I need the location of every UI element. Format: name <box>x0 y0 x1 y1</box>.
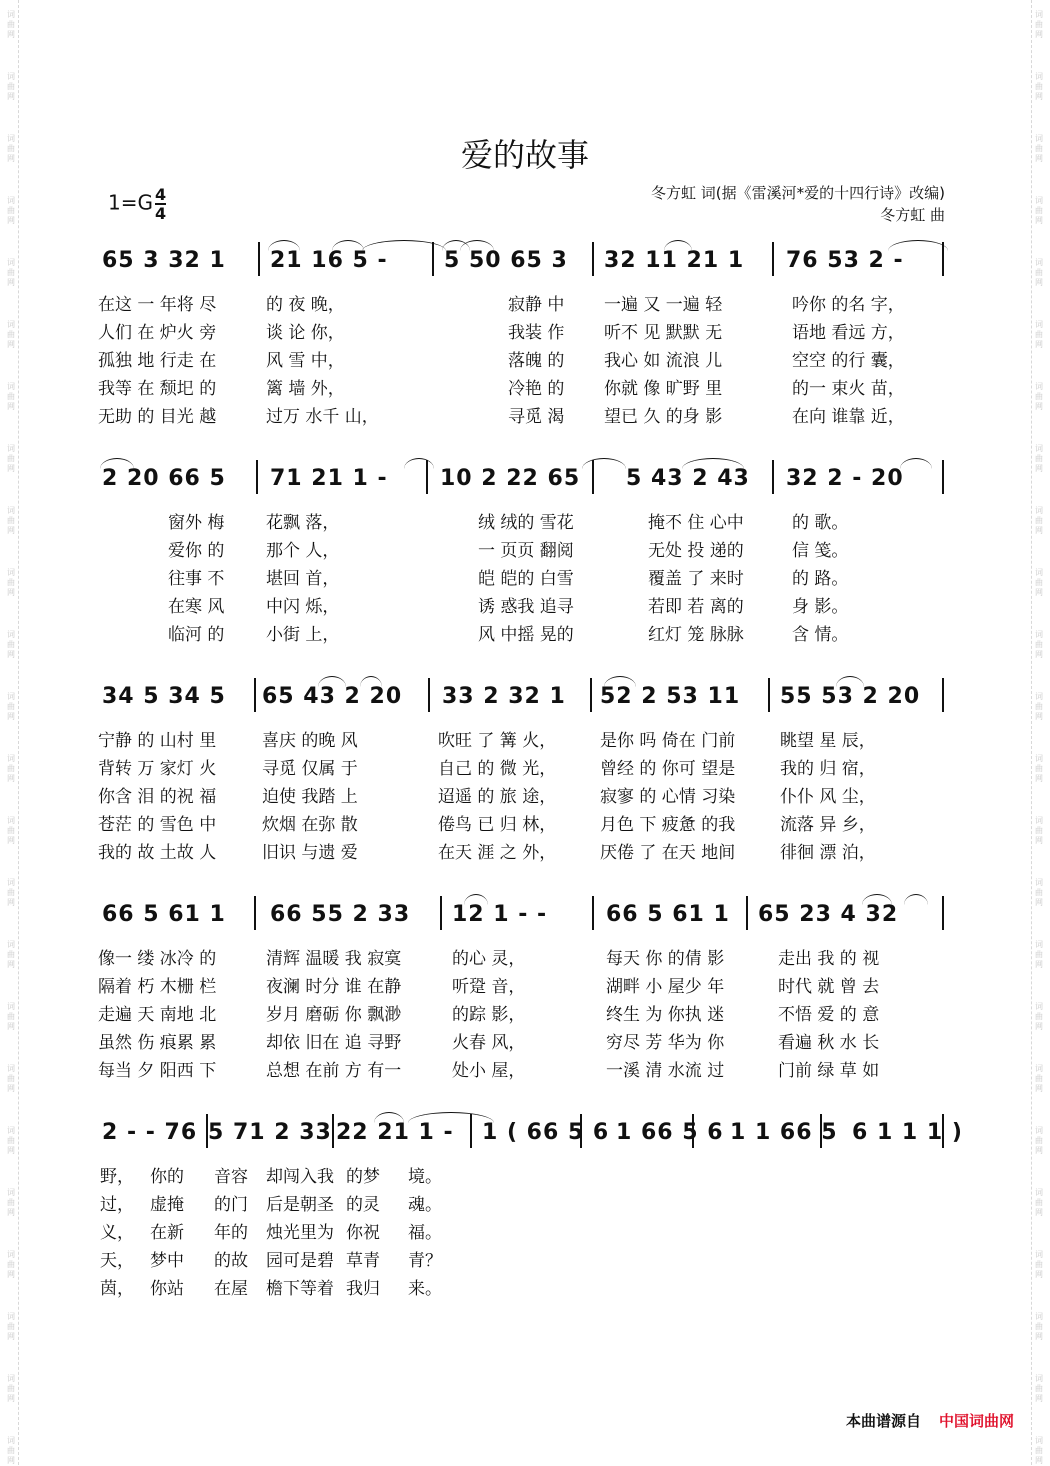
lyric-line <box>96 1162 952 1190</box>
bar-line <box>942 1114 944 1148</box>
lyric-segment: 隔着 朽 木栅 栏 <box>98 977 217 997</box>
lyric-segment: 每天 你 的倩 影 <box>606 949 725 969</box>
watermark-text: 词曲网 <box>1035 1374 1043 1403</box>
lyric-segment: 草青 <box>346 1251 380 1271</box>
lyric-segment: 一 页页 翻阅 <box>478 541 574 561</box>
lyric-segment: 茵， <box>100 1279 134 1299</box>
lyric-segment: 每当 夕 阳西 下 <box>98 1061 217 1081</box>
lyric-segment: 我的 故 土故 人 <box>98 843 217 863</box>
slur-mark <box>582 458 626 469</box>
lyric-segment: 魂。 <box>408 1195 442 1215</box>
lyric-segment: 迫使 我踏 上 <box>262 787 358 807</box>
watermark-text: 词曲网 <box>7 1188 15 1217</box>
lyric-segment: 若即 若 离的 <box>648 597 744 617</box>
measure: 1 66 5 6 <box>616 1120 724 1145</box>
watermark-text: 词曲网 <box>7 630 15 659</box>
lyric-segment: 在寒 风 <box>168 597 225 617</box>
watermark-text: 词曲网 <box>1035 506 1043 535</box>
lyric-segment: 中闪 烁， <box>266 597 340 617</box>
lyric-segment: 一遍 又 一遍 轻 <box>604 295 723 315</box>
bar-line <box>820 1114 822 1148</box>
lyric-segment: 的 歌。 <box>792 513 849 533</box>
watermark-text: 词曲网 <box>1035 72 1043 101</box>
measure: 32 11 21 1 <box>604 248 745 273</box>
watermark-text: 词曲网 <box>7 10 15 39</box>
lyric-segment: 过， <box>100 1195 134 1215</box>
score-system <box>96 240 952 430</box>
lyric-segment: 孤独 地 行走 在 <box>98 351 217 371</box>
lyric-segment: 的梦 <box>346 1167 380 1187</box>
lyric-line <box>96 1028 952 1056</box>
page-title: 爱的故事 <box>460 136 589 174</box>
lyric-line <box>96 564 952 592</box>
lyric-segment: 红灯 笼 脉脉 <box>648 625 744 645</box>
watermark-text: 词曲网 <box>7 72 15 101</box>
bar-line <box>332 1114 334 1148</box>
lyric-segment: 年的 <box>214 1223 248 1243</box>
watermark-text: 词曲网 <box>7 1374 15 1403</box>
lyric-segment: 篱 墙 外， <box>266 379 345 399</box>
measure: 5 71 2 33 <box>208 1120 332 1145</box>
slur-mark <box>836 676 864 687</box>
lyric-segment: 风 中摇 晃的 <box>478 625 574 645</box>
lyric-segment: 的门 <box>214 1195 248 1215</box>
measure: 1 ( 66 5 6 <box>482 1120 610 1145</box>
lyric-line <box>96 536 952 564</box>
lyric-segment: 风 雪 中， <box>266 351 345 371</box>
watermark-text: 词曲网 <box>1035 1002 1043 1031</box>
lyric-segment: 岁月 磨砺 你 飘渺 <box>266 1005 402 1025</box>
lyric-segment: 看遍 秋 水 长 <box>778 1033 880 1053</box>
lyric-segment: 宁静 的 山村 里 <box>98 731 217 751</box>
lyric-segment: 却依 旧在 追 寻野 <box>266 1033 402 1053</box>
bar-line <box>942 678 944 712</box>
lyric-line <box>96 838 952 866</box>
lyric-segment: 堪回 首， <box>266 569 340 589</box>
lyric-line <box>96 1056 952 1084</box>
bar-line <box>580 1114 582 1148</box>
lyric-line <box>96 1190 952 1218</box>
measure: 33 2 32 1 <box>442 684 566 709</box>
lyric-line <box>96 1246 952 1274</box>
lyric-segment: 皑 皑的 白雪 <box>478 569 574 589</box>
watermark-text: 词曲网 <box>1035 196 1043 225</box>
lyric-segment: 人们 在 炉火 旁 <box>98 323 217 343</box>
lyric-segment: 湖畔 小 屋少 年 <box>606 977 725 997</box>
lyric-segment: 临河 的 <box>168 625 225 645</box>
watermark-text: 词曲网 <box>1035 692 1043 721</box>
watermark-text: 词曲网 <box>1035 1064 1043 1093</box>
watermark-text: 词曲网 <box>7 878 15 907</box>
lyric-segment: 我的 归 宿， <box>780 759 876 779</box>
lyric-segment: 总想 在前 方 有一 <box>266 1061 402 1081</box>
slur-mark <box>900 458 932 469</box>
watermark-text: 词曲网 <box>7 1002 15 1031</box>
lyric-segment: 在向 谁靠 近， <box>792 407 905 427</box>
bar-line <box>942 460 944 494</box>
lyric-segment: 含 情。 <box>792 625 849 645</box>
score-system <box>96 1112 963 1302</box>
watermark-text: 词曲网 <box>1035 816 1043 845</box>
bar-line <box>590 678 592 712</box>
measure: 55 53 2 20 <box>780 684 921 709</box>
lyric-segment: 我归 <box>346 1279 380 1299</box>
slur-mark <box>318 676 346 687</box>
measure: 66 5 61 1 <box>102 902 226 927</box>
measure: 32 2 - 20 <box>786 466 904 491</box>
measure: 5 43 2 43 <box>626 466 750 491</box>
lyric-segment: 曾经 的 你可 望是 <box>600 759 736 779</box>
lyric-segment: 仆仆 风 尘， <box>780 787 876 807</box>
lyric-segment: 爱你 的 <box>168 541 225 561</box>
footer-source <box>846 1410 1014 1431</box>
lyric-segment: 背转 万 家灯 火 <box>98 759 217 779</box>
slur-mark <box>862 894 892 905</box>
lyric-segment: 走出 我 的 视 <box>778 949 880 969</box>
lyric-segment: 吹旺 了 篝 火， <box>438 731 557 751</box>
lyric-segment: 的灵 <box>346 1195 380 1215</box>
lyric-segment: 我等 在 颓圯 的 <box>98 379 217 399</box>
lyric-segment: 流落 异 乡， <box>780 815 876 835</box>
composer-credit: 冬方虹 曲 <box>880 206 945 224</box>
measure: 5 50 65 3 <box>444 248 568 273</box>
note-line <box>96 894 952 944</box>
lyric-line <box>96 1218 952 1246</box>
lyric-segment: 眺望 星 辰， <box>780 731 876 751</box>
lyric-segment: 你祝 <box>346 1223 380 1243</box>
lyric-segment: 檐下等着 <box>266 1279 334 1299</box>
slur-mark <box>604 676 636 687</box>
watermark-text: 词曲网 <box>1035 444 1043 473</box>
lyric-segment: 的 路。 <box>792 569 849 589</box>
note-line <box>96 1112 963 1162</box>
lyric-segment: 像一 缕 冰冷 的 <box>98 949 217 969</box>
lyric-segment: 寻觅 渴 <box>508 407 565 427</box>
lyric-segment: 掩不 住 心中 <box>648 513 744 533</box>
lyric-segment: 旧识 与遗 爱 <box>262 843 358 863</box>
lyric-segment: 喜庆 的晚 风 <box>262 731 358 751</box>
key-label: 1=G <box>108 190 153 215</box>
lyric-segment: 天， <box>100 1251 134 1271</box>
lyric-segment: 厌倦 了 在天 地间 <box>600 843 736 863</box>
watermark-text: 词曲网 <box>1035 320 1043 349</box>
watermark-text: 词曲网 <box>7 134 15 163</box>
lyric-segment: 往事 不 <box>168 569 225 589</box>
measure: 21 16 5 - <box>270 248 388 273</box>
note-line <box>96 676 952 726</box>
lyric-line <box>96 944 952 972</box>
lyric-segment: 在新 <box>150 1223 184 1243</box>
lyric-segment: 青？ <box>408 1251 442 1271</box>
lyric-segment: 花飘 落， <box>266 513 340 533</box>
watermark-text: 词曲网 <box>1035 1250 1043 1279</box>
watermark-text: 词曲网 <box>1035 940 1043 969</box>
score-system <box>96 894 952 1084</box>
lyric-line <box>96 754 952 782</box>
lyric-segment: 身 影。 <box>792 597 849 617</box>
lyric-segment: 月色 下 疲惫 的我 <box>600 815 736 835</box>
lyric-segment: 覆盖 了 来时 <box>648 569 744 589</box>
lyric-segment: 寂寥 的 心情 习染 <box>600 787 736 807</box>
measure: 1 1 66 5 <box>730 1120 838 1145</box>
lyric-segment: 诱 惑我 追寻 <box>478 597 574 617</box>
lyric-segment: 炊烟 在弥 散 <box>262 815 358 835</box>
lyric-line <box>96 620 952 648</box>
watermark-text: 词曲网 <box>7 1064 15 1093</box>
bar-line <box>440 896 442 930</box>
lyric-segment: 落魄 的 <box>508 351 565 371</box>
footer-source-label: 本曲谱源自 <box>845 1412 921 1430</box>
lyric-line <box>96 810 952 838</box>
watermark-text: 词曲网 <box>1035 1126 1043 1155</box>
watermark-text: 词曲网 <box>1035 10 1043 39</box>
watermark-text: 词曲网 <box>7 196 15 225</box>
time-unit: 4 <box>154 204 167 223</box>
lyric-segment: 倦鸟 已 归 林， <box>438 815 557 835</box>
lyric-segment: 来。 <box>408 1279 442 1299</box>
lyric-line <box>96 290 952 318</box>
lyric-segment: 穷尽 芳 华为 你 <box>606 1033 725 1053</box>
watermark-text: 词曲网 <box>7 692 15 721</box>
lyric-segment: 不悟 爱 的 意 <box>778 1005 880 1025</box>
measure: 66 5 61 1 <box>606 902 730 927</box>
measure: 10 2 22 65 <box>440 466 581 491</box>
lyric-segment: 冷艳 的 <box>508 379 565 399</box>
lyric-segment: 无处 投 递的 <box>648 541 744 561</box>
watermark-text: 词曲网 <box>7 1126 15 1155</box>
bar-line <box>772 460 774 494</box>
lyricist-credit: 冬方虹 词(据《雷溪河*爱的十四行诗》改编) <box>651 184 945 202</box>
lyric-segment: 处小 屋， <box>452 1061 526 1081</box>
slur-mark <box>408 1112 494 1123</box>
measure: 66 55 2 33 <box>270 902 411 927</box>
lyric-segment: 听跫 音， <box>452 977 526 997</box>
watermark-text: 词曲网 <box>1035 134 1043 163</box>
lyric-segment: 苍茫 的 雪色 中 <box>98 815 217 835</box>
bar-line <box>256 460 258 494</box>
lyric-segment: 终生 为 你执 迷 <box>606 1005 725 1025</box>
lyric-line <box>96 972 952 1000</box>
lyric-line <box>96 346 952 374</box>
watermark-text: 词曲网 <box>7 320 15 349</box>
lyric-segment: 我装 作 <box>508 323 565 343</box>
lyric-segment: 在这 一 年将 尽 <box>98 295 217 315</box>
slur-mark <box>888 240 948 251</box>
slur-mark <box>374 1112 404 1123</box>
measure: 2 20 66 5 <box>102 466 226 491</box>
measure: 65 3 32 1 <box>102 248 226 273</box>
lyric-segment: 你站 <box>150 1279 184 1299</box>
lyric-segment: 虚掩 <box>150 1195 184 1215</box>
lyric-segment: 却闯入我 <box>266 1167 334 1187</box>
score-system <box>96 458 952 648</box>
lyric-line <box>96 592 952 620</box>
slur-mark <box>464 894 488 905</box>
watermark-text: 词曲网 <box>7 444 15 473</box>
lyric-segment: 清辉 温暖 我 寂寞 <box>266 949 402 969</box>
lyric-segment: 谈 论 你， <box>266 323 345 343</box>
bar-line <box>772 242 774 276</box>
lyric-segment: 义， <box>100 1223 134 1243</box>
measure: 2 - - 76 <box>102 1120 198 1145</box>
lyric-line <box>96 508 952 536</box>
lyric-segment: 在天 涯 之 外， <box>438 843 557 863</box>
slur-mark <box>404 458 434 469</box>
lyric-segment: 园可是碧 <box>266 1251 334 1271</box>
lyric-segment: 梦中 <box>150 1251 184 1271</box>
watermark-text: 词曲网 <box>7 382 15 411</box>
watermark-text: 词曲网 <box>1035 382 1043 411</box>
lyric-line <box>96 402 952 430</box>
bar-line <box>692 1114 694 1148</box>
measure: 76 53 2 - <box>786 248 904 273</box>
measure: 71 21 1 - <box>270 466 388 491</box>
bar-line <box>592 896 594 930</box>
lyric-line <box>96 318 952 346</box>
bar-line <box>768 678 770 712</box>
measure: 65 23 4 32 <box>758 902 899 927</box>
lyric-segment: 小街 上， <box>266 625 340 645</box>
slur-mark <box>360 676 382 687</box>
watermark-text: 词曲网 <box>1035 630 1043 659</box>
lyric-segment: 的踪 影， <box>452 1005 526 1025</box>
lyric-segment: 我心 如 流浪 儿 <box>604 351 723 371</box>
lyric-segment: 无助 的 目光 越 <box>98 407 217 427</box>
slur-mark <box>664 240 692 251</box>
watermark-text: 词曲网 <box>7 506 15 535</box>
bar-line <box>746 896 748 930</box>
watermark-text: 词曲网 <box>7 940 15 969</box>
lyric-line <box>96 782 952 810</box>
lyric-segment: 窗外 梅 <box>168 513 225 533</box>
watermark-text: 词曲网 <box>7 816 15 845</box>
credits <box>651 182 945 226</box>
lyric-segment: 夜澜 时分 谁 在静 <box>266 977 402 997</box>
slur-mark <box>904 894 928 905</box>
watermark-text: 词曲网 <box>7 1250 15 1279</box>
lyric-segment: 你含 泪 的祝 福 <box>98 787 217 807</box>
slur-mark <box>682 458 744 469</box>
time-beats: 4 <box>154 185 167 204</box>
watermark-text: 词曲网 <box>7 1436 15 1465</box>
watermark-text: 词曲网 <box>1035 258 1043 287</box>
watermark-text: 词曲网 <box>1035 1188 1043 1217</box>
score-system <box>96 676 952 866</box>
watermark-text: 词曲网 <box>1035 1436 1043 1465</box>
slur-mark <box>268 240 300 251</box>
bar-line <box>258 242 260 276</box>
lyric-segment: 徘徊 漂 泊， <box>780 843 876 863</box>
footer-site-name: 中国词曲网 <box>938 1412 1014 1430</box>
lyric-segment: 自己 的 微 光， <box>438 759 557 779</box>
watermark-text: 词曲网 <box>1035 878 1043 907</box>
measure: 52 2 53 11 <box>600 684 741 709</box>
watermark-text: 词曲网 <box>1035 1312 1043 1341</box>
lyric-line <box>96 726 952 754</box>
lyric-segment: 望已 久 的身 影 <box>604 407 723 427</box>
bar-line <box>254 678 256 712</box>
bar-line <box>206 1114 208 1148</box>
measure: 12 1 - - <box>452 902 548 927</box>
lyric-segment: 境。 <box>408 1167 442 1187</box>
slur-mark <box>332 240 364 251</box>
lyric-segment: 空空 的行 囊， <box>792 351 905 371</box>
watermark-text: 词曲网 <box>1035 754 1043 783</box>
measure: 34 5 34 5 <box>102 684 226 709</box>
lyric-segment: 你就 像 旷野 里 <box>604 379 723 399</box>
lyric-segment: 信 笺。 <box>792 541 849 561</box>
lyric-segment: 在屋 <box>214 1279 248 1299</box>
lyric-segment: 门前 绿 草 如 <box>778 1061 880 1081</box>
lyric-segment: 你的 <box>150 1167 184 1187</box>
lyric-line <box>96 1274 952 1302</box>
lyric-segment: 烛光里为 <box>266 1223 334 1243</box>
lyric-segment: 音容 <box>214 1167 248 1187</box>
lyric-segment: 是你 吗 倚在 门前 <box>600 731 736 751</box>
slur-mark <box>100 458 134 469</box>
lyric-segment: 的故 <box>214 1251 248 1271</box>
lyric-segment: 的 夜 晚， <box>266 295 345 315</box>
measure: 22 21 1 - <box>336 1120 454 1145</box>
time-signature <box>155 186 166 222</box>
lyric-segment: 迢遥 的 旅 途， <box>438 787 557 807</box>
lyric-segment: 后是朝圣 <box>266 1195 334 1215</box>
bar-line <box>428 678 430 712</box>
watermark-text: 词曲网 <box>7 1312 15 1341</box>
lyric-line <box>96 374 952 402</box>
watermark-text: 词曲网 <box>7 754 15 783</box>
lyric-segment: 语地 看远 方， <box>792 323 905 343</box>
lyric-segment: 福。 <box>408 1223 442 1243</box>
watermark-text: 词曲网 <box>7 568 15 597</box>
measure: 65 43 2 20 <box>262 684 403 709</box>
key-signature <box>108 186 166 222</box>
lyric-segment: 走遍 天 南地 北 <box>98 1005 217 1025</box>
bar-line <box>592 242 594 276</box>
lyric-segment: 火春 风， <box>452 1033 526 1053</box>
lyric-segment: 寂静 中 <box>508 295 565 315</box>
lyric-segment: 时代 就 曾 去 <box>778 977 880 997</box>
measure: 6 1 1 1 ) <box>852 1120 963 1145</box>
lyric-segment: 一溪 清 水流 过 <box>606 1061 725 1081</box>
lyric-segment: 虽然 伤 痕累 累 <box>98 1033 217 1053</box>
lyric-segment: 寻觅 仅属 于 <box>262 759 358 779</box>
lyric-line <box>96 1000 952 1028</box>
lyric-segment: 的一 束火 苗， <box>792 379 905 399</box>
lyric-segment: 野， <box>100 1167 134 1187</box>
lyric-segment: 那个 人， <box>266 541 340 561</box>
bar-line <box>942 896 944 930</box>
watermark-text: 词曲网 <box>7 258 15 287</box>
note-line <box>96 458 952 508</box>
watermark-text: 词曲网 <box>1035 568 1043 597</box>
lyric-segment: 过万 水千 山， <box>266 407 379 427</box>
slur-mark <box>460 240 494 251</box>
note-line <box>96 240 952 290</box>
lyric-segment: 听不 见 默默 无 <box>604 323 723 343</box>
lyric-segment: 吟你 的名 字， <box>792 295 905 315</box>
bar-line <box>254 896 256 930</box>
lyric-segment: 的心 灵， <box>452 949 526 969</box>
lyric-segment: 绒 绒的 雪花 <box>478 513 574 533</box>
